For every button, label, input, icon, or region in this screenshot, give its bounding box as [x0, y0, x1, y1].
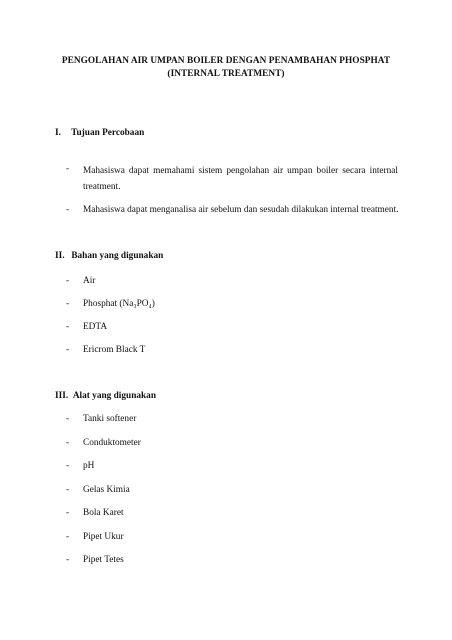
list-item [66, 344, 398, 356]
list-item [66, 163, 398, 195]
document-title [40, 55, 412, 80]
bullet-dash: - [66, 555, 70, 565]
list-item-text: EDTA [83, 322, 108, 332]
list-item [66, 275, 398, 287]
bullet-dash: - [66, 299, 70, 309]
list-item-text: Pipet Tetes [83, 555, 124, 565]
list-item-text: Ericrom Black T [83, 345, 146, 355]
list-item [66, 204, 398, 216]
bullet-dash: - [66, 508, 70, 518]
title-line-1: PENGOLAHAN AIR UMPAN BOILER DENGAN PENAMBAHAN PHOSPHAT [61, 56, 391, 66]
title-line-2: (INTERNAL TREATMENT) [167, 68, 285, 79]
list-item-text: Gelas Kimia [83, 485, 130, 495]
list-item [66, 507, 398, 519]
bullet-dash: - [66, 276, 70, 286]
section-title: Tujuan Percobaan [71, 128, 145, 138]
list-item-text: Air [83, 276, 96, 286]
list-item-text: Conduktometer [83, 438, 141, 448]
bullet-dash: - [66, 414, 70, 424]
list-item-text: Bola Karet [83, 508, 124, 518]
bullet-dash: - [66, 438, 70, 448]
section-heading-tujuan [55, 127, 144, 139]
section-heading-bahan [55, 250, 163, 262]
list-item-text: Pipet Ukur [83, 532, 124, 542]
section-heading-alat [55, 390, 156, 402]
list-item-text: pH [83, 461, 95, 471]
section-number: II. [55, 251, 65, 261]
list-item-text: Mahasiswa dapat memahami sistem pengolahan air umpan boiler secara internal treatment. [83, 166, 398, 192]
list-item [66, 460, 398, 472]
section-number: I. [55, 128, 61, 138]
list-item [66, 554, 398, 566]
section-number: III. [55, 391, 69, 401]
bullet-dash: - [66, 345, 70, 355]
section-title: Bahan yang digunakan [71, 251, 164, 261]
bullet-dash: - [66, 322, 70, 332]
bullet-dash: - [66, 164, 70, 174]
list-item [66, 531, 398, 543]
bullet-dash: - [66, 461, 70, 471]
list-item-text: Tanki softener [83, 414, 137, 424]
list-item-text: Phosphat (Na₃PO₄) [83, 299, 155, 309]
list-item [66, 484, 398, 496]
bullet-dash: - [66, 532, 70, 542]
bullet-dash: - [66, 205, 70, 215]
list-item [66, 437, 398, 449]
section-title: Alat yang digunakan [72, 391, 156, 401]
list-item-text: Mahasiswa dapat menganalisa air sebelum dan sesudah dilakukan internal treatment. [83, 205, 399, 215]
list-item [66, 298, 398, 310]
list-item [66, 321, 398, 333]
list-item [66, 413, 398, 425]
bullet-dash: - [66, 485, 70, 495]
